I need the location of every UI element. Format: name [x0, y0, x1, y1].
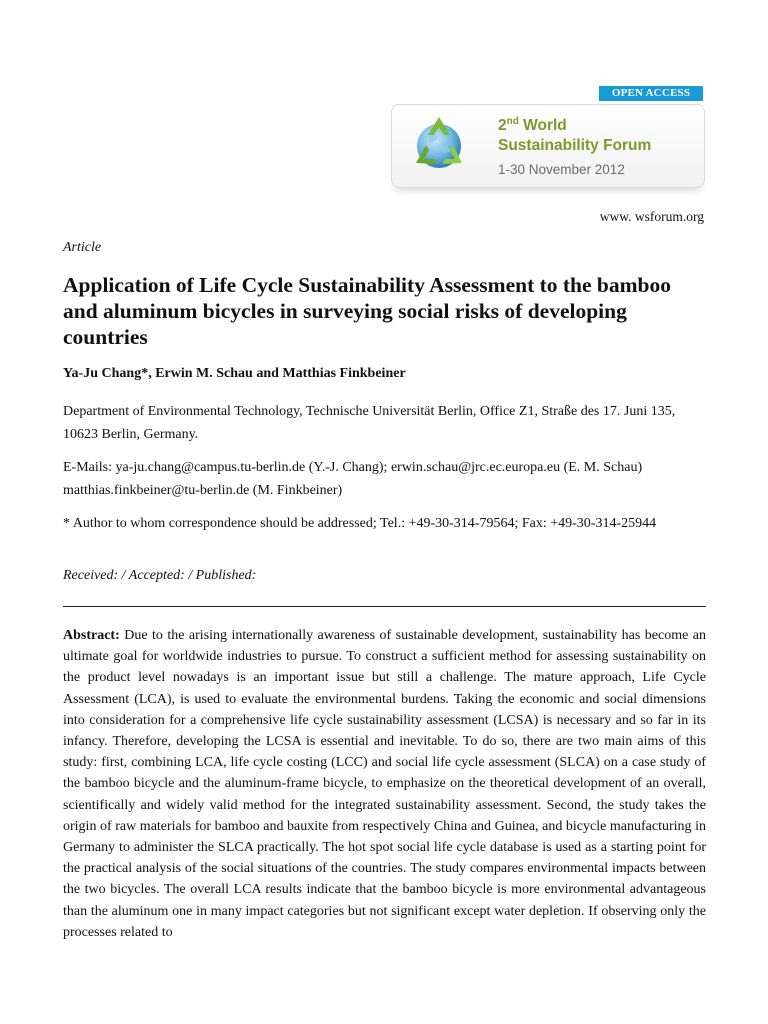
- forum-edition: 2nd World: [498, 116, 567, 135]
- recycle-globe-icon: [406, 113, 472, 179]
- abstract: [63, 625, 706, 943]
- journal-url-link[interactable]: www. wsforum.org: [599, 209, 704, 224]
- forum-name: Sustainability Forum: [498, 137, 652, 154]
- correspondence-note: * Author to whom correspondence should be addressed; Tel.: +49-30-314-79564; Fax: +49-30-314-25944: [63, 516, 657, 531]
- abstract-text: Due to the arising internationally awareness of sustainable development, sustainability has become an ultimate goal for worldwide industries to pursue. To construct a sufficient method for assessing sustainability on the product level nowadays is an important issue but still a challenge. The mature approach, Life Cycle Assessment (LCA), is used to evaluate the environmental burdens. Taking the economic and social dimensions into consideration for a comprehensive life cycle sustainability assessment (LCSA) is necessary and so far in its infancy. Therefore, developing the LCSA is essential and inevitable. To do so, there are two main aims of this study: first, combining LCA, life cycle costing (LCC) and social life cycle assessment (SLCA) on a case study of the bamboo bicycle and the aluminum-frame bicycle, to emphasize on the theoretical development of an overall, scientifically and widely valid method for the integrated sustainability assessment. Second, the study takes the origin of raw materials for bamboo and bauxite from respectively China and Guinea, and bicycle manufacturing in Germany to administer the SLCA practically. The hot spot social life cycle database is used as a starting point for the practical analysis of the social situations of the countries. The study compares environmental impacts between the two bicycles. The overall LCA results indicate that the bamboo bicycle is more environmental advantageous than the aluminum one in many impact categories but not significant except water depletion. If observing only the processes related to: [63, 628, 706, 940]
- abstract-label: Abstract:: [63, 628, 120, 643]
- article-type-label: Article: [63, 240, 102, 255]
- forum-logo-box: [391, 104, 705, 188]
- author-list: Ya-Ju Chang*, Erwin M. Schau and Matthias Finkbeiner: [63, 366, 406, 381]
- open-access-badge: OPEN ACCESS: [599, 86, 703, 101]
- publication-dates: Received: / Accepted: / Published:: [63, 568, 257, 583]
- section-divider: [63, 606, 706, 607]
- forum-dates: 1-30 November 2012: [498, 162, 625, 177]
- article-title: Application of Life Cycle Sustainability Assessment to the bamboo and aluminum bicycles in surveying social risks of developing countries: [63, 273, 672, 349]
- affiliation: Department of Environmental Technology, Technische Universität Berlin, Office Z1, Straße des 17. Juni 135, 10623 Berlin, Germany.: [63, 404, 676, 442]
- author-emails: E-Mails: ya-ju.chang@campus.tu-berlin.de (Y.-J. Chang); erwin.schau@jrc.ec.europa.eu (E. M. Schau) matthias.finkbeiner@tu-berlin.de (M. Finkbeiner): [63, 460, 643, 498]
